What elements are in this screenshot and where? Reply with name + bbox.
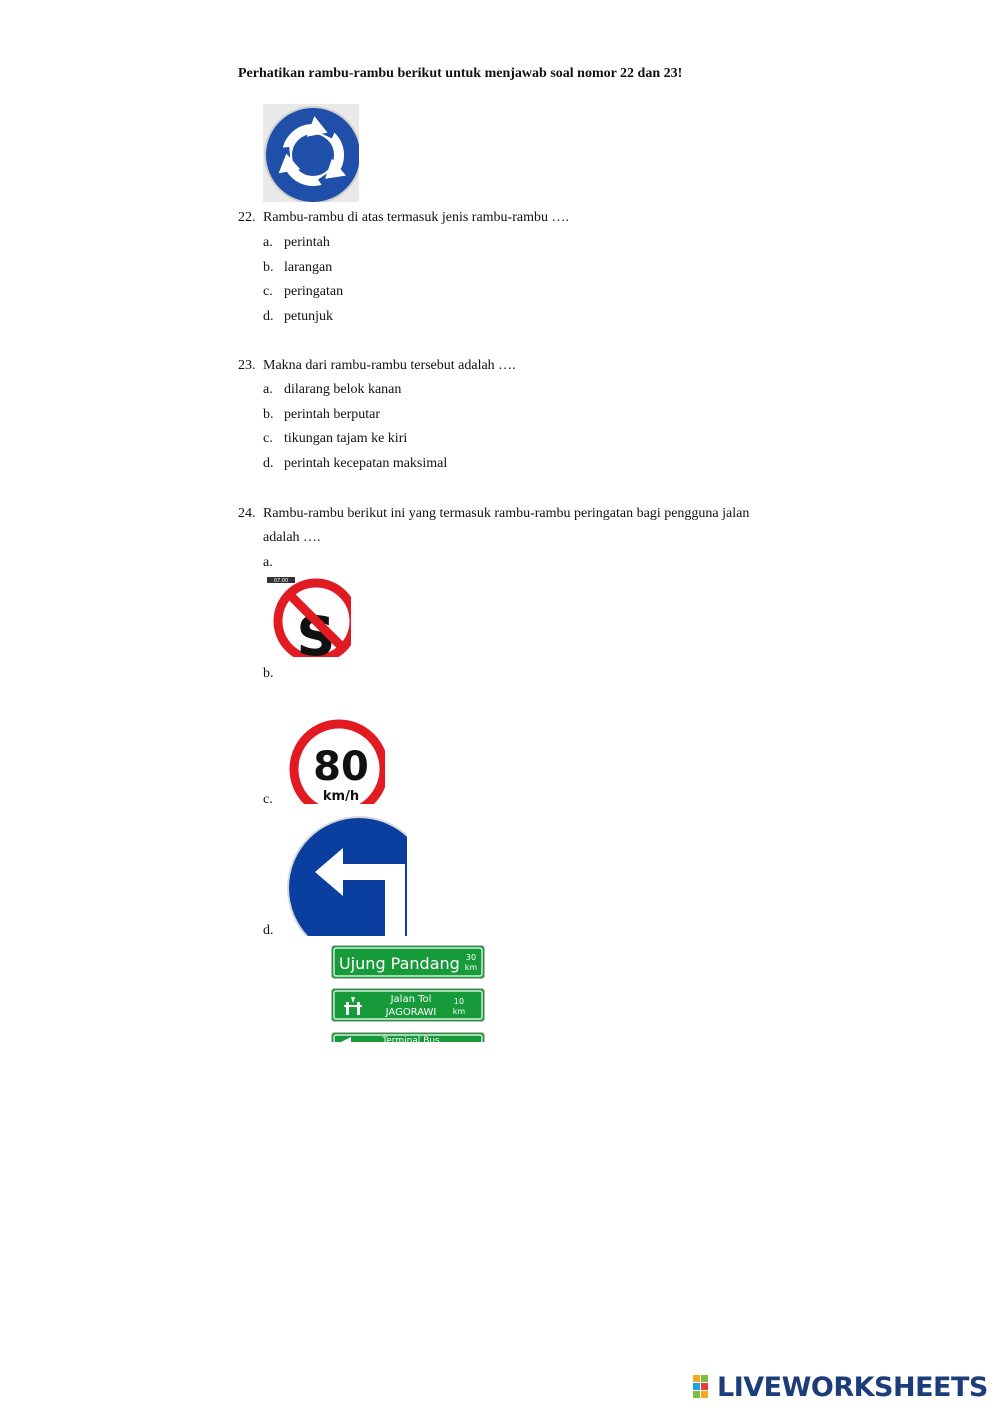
q22-option-b-letter: b.: [263, 260, 274, 275]
speed-limit-sign-icon: [287, 716, 385, 804]
question-24-number: 24.: [238, 506, 256, 521]
svg-text:Terminal Bus: Terminal Bus: [382, 1036, 440, 1042]
q23-option-a-letter: a.: [263, 382, 273, 397]
svg-text:07.00: 07.00: [273, 578, 289, 584]
q24-option-b-letter: b.: [263, 666, 274, 681]
sign1-destination: Ujung Pandang: [339, 954, 460, 973]
no-stopping-sign-icon: [263, 577, 351, 657]
instruction-text: Perhatikan rambu-rambu berikut untuk menjawab soal nomor 22 dan 23!: [238, 66, 683, 81]
question-23-text: Makna dari rambu-rambu tersebut adalah ….: [263, 358, 516, 373]
question-23-number: 23.: [238, 358, 256, 373]
direction-signs-icon: [331, 945, 485, 1042]
q22-option-d-text[interactable]: petunjuk: [284, 309, 333, 324]
q23-option-d-letter: d.: [263, 456, 274, 471]
q23-option-b-text[interactable]: perintah berputar: [284, 407, 381, 422]
q22-option-d-letter: d.: [263, 309, 274, 324]
q24-option-a-sign[interactable]: [263, 577, 351, 657]
svg-text:30: 30: [465, 953, 477, 962]
q23-option-c-text[interactable]: tikungan tajam ke kiri: [284, 431, 408, 446]
svg-text:km: km: [452, 1007, 466, 1016]
no-stopping-letter: S: [296, 605, 336, 657]
speed-limit-unit: km/h: [322, 789, 360, 804]
q24-option-c-sign[interactable]: [285, 814, 407, 936]
q22-option-a-letter: a.: [263, 235, 273, 250]
q22-option-c-letter: c.: [263, 284, 273, 299]
question-22-text: Rambu-rambu di atas termasuk jenis rambu-rambu ….: [263, 210, 569, 225]
brand-name: LIVEWORKSHEETS: [717, 1372, 988, 1403]
q23-option-b-letter: b.: [263, 407, 274, 422]
svg-text:JAGORAWI: JAGORAWI: [385, 1007, 437, 1018]
q24-option-b-sign[interactable]: [287, 716, 385, 804]
q24-option-d-letter: d.: [263, 923, 274, 938]
q23-option-c-letter: c.: [263, 431, 273, 446]
svg-text:Jalan Tol: Jalan Tol: [390, 994, 432, 1005]
speed-limit-value: 80: [313, 744, 369, 790]
question-24-text-line1: Rambu-rambu berikut ini yang termasuk rambu-rambu peringatan bagi pengguna jalan: [263, 506, 750, 521]
q23-option-a-text[interactable]: dilarang belok kanan: [284, 382, 402, 397]
svg-text:10: 10: [453, 997, 465, 1006]
svg-text:km: km: [464, 963, 478, 972]
question-24-text-line2: adalah ….: [263, 530, 321, 545]
q24-option-d-sign[interactable]: [331, 945, 485, 1042]
liveworksheets-logo-icon: [693, 1375, 717, 1401]
q24-option-c-letter: c.: [263, 792, 273, 807]
q22-option-c-text[interactable]: peringatan: [284, 284, 344, 299]
q23-option-d-text[interactable]: perintah kecepatan maksimal: [284, 456, 448, 471]
q22-option-a-text[interactable]: perintah: [284, 235, 330, 250]
roundabout-sign-image: [263, 104, 359, 202]
turn-left-sign-icon: [285, 814, 407, 936]
roundabout-icon: [263, 104, 359, 202]
q24-option-a-letter: a.: [263, 555, 273, 570]
liveworksheets-brand[interactable]: [693, 1374, 988, 1401]
question-22-number: 22.: [238, 210, 256, 225]
q22-option-b-text[interactable]: larangan: [284, 260, 333, 275]
